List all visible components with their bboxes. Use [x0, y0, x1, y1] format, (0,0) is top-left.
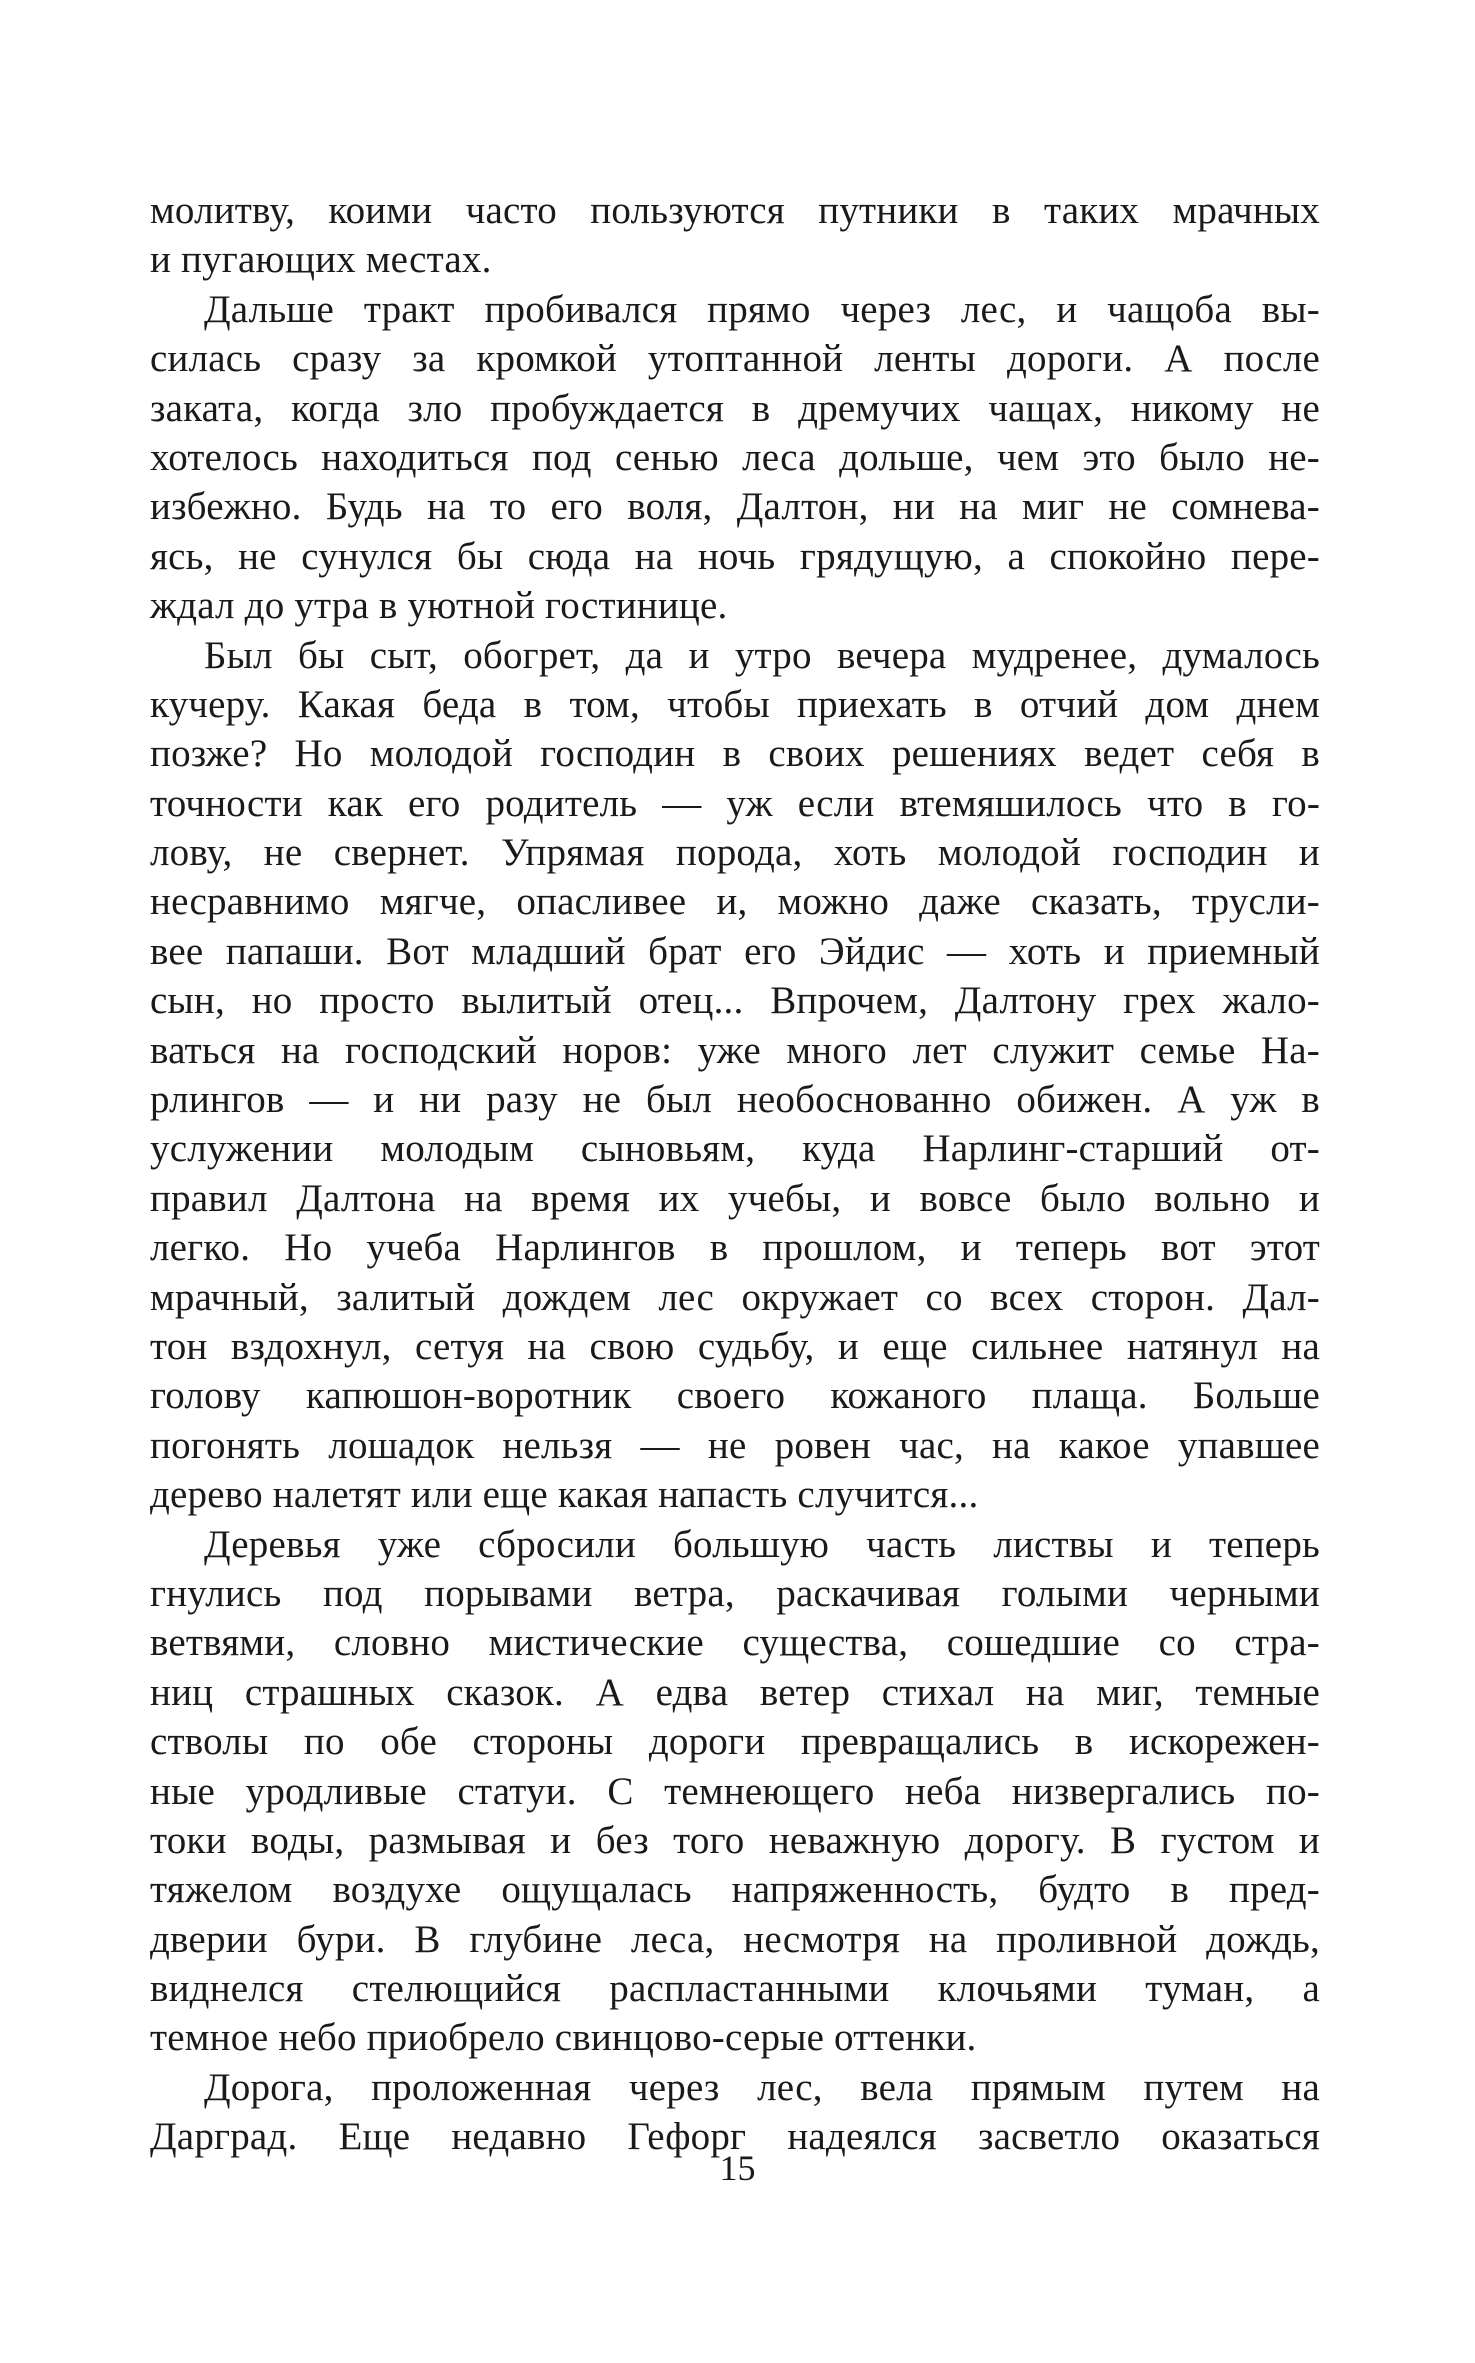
text-line: и пугающих местах. — [150, 238, 492, 282]
text-line: ветвями, словно мистические существа, сошедшие со стра- — [150, 1621, 1320, 1665]
text-line: голову капюшон-воротник своего кожаного плаща. Больше — [150, 1374, 1320, 1418]
text-line: ваться на господский норов: уже много лет служит семье На- — [150, 1028, 1320, 1072]
text-line: кучеру. Какая беда в том, чтобы приехать в отчий дом днем — [150, 682, 1320, 726]
text-line: легко. Но учеба Нарлингов в прошлом, и теперь вот этот — [150, 1226, 1320, 1270]
text-line: точности как его родитель — уж если втемяшилось что в го- — [150, 781, 1320, 825]
text-line: молитву, коими часто пользуются путники в таких мрачных — [150, 189, 1320, 232]
text-line: ждал до утра в уютной гостинице. — [150, 584, 728, 628]
text-line: ниц страшных сказок. А едва ветер стихал на миг, темные — [150, 1670, 1320, 1714]
text-line: ясь, не сунулся бы сюда на ночь грядущую, а спокойно пере- — [150, 534, 1320, 578]
text-line: силась сразу за кромкой утоптанной ленты дороги. А после — [150, 337, 1320, 381]
text-line: стволы по обе стороны дороги превращались в искорежен- — [150, 1720, 1320, 1764]
text-line: темное небо приобрело свинцово-серые оттенки. — [150, 2016, 977, 2060]
text-line: Деревья уже сбросили большую часть листвы и теперь — [204, 1522, 1320, 1566]
text-line: лову, не свернет. Упрямая порода, хоть молодой господин и — [150, 831, 1320, 875]
text-line: дверии бури. В глубине леса, несмотря на проливной дождь, — [150, 1917, 1320, 1961]
body-text — [150, 186, 1320, 2162]
text-line: правил Далтона на время их учебы, и вовсе было вольно и — [150, 1176, 1320, 1220]
text-line: рлингов — и ни разу не был необоснованно обижен. А уж в — [150, 1078, 1320, 1122]
text-line: Дорога, проложенная через лес, вела прямым путем на — [204, 2065, 1320, 2109]
text-line: тяжелом воздухе ощущалась напряженность, будто в пред- — [150, 1868, 1320, 1912]
text-line: гнулись под порывами ветра, раскачивая голыми черными — [150, 1571, 1320, 1615]
text-line: хотелось находиться под сенью леса дольше, чем это было не- — [150, 435, 1320, 479]
text-line: Был бы сыт, обогрет, да и утро вечера мудренее, думалось — [204, 633, 1320, 677]
text-line: сын, но просто вылитый отец... Впрочем, Далтону грех жало- — [150, 979, 1320, 1023]
text-line: дерево налетят или еще какая напасть случится... — [150, 1473, 979, 1517]
text-line: тон вздохнул, сетуя на свою судьбу, и еще сильнее натянул на — [150, 1324, 1320, 1368]
text-line: услужении молодым сыновьям, куда Нарлинг-старший от- — [150, 1127, 1320, 1171]
text-line: несравнимо мягче, опасливее и, можно даже сказать, трусли- — [150, 880, 1320, 924]
text-line: виднелся стелющийся распластанными клочьями туман, а — [150, 1967, 1320, 2011]
text-line: ные уродливые статуи. С темнеющего неба низвергались по- — [150, 1769, 1320, 1813]
page-number: 15 — [719, 2148, 756, 2188]
text-line: погонять лошадок нельзя — не ровен час, на какое упавшее — [150, 1423, 1320, 1467]
text-line: Дальше тракт пробивался прямо через лес, и чащоба вы- — [204, 287, 1320, 331]
text-line: мрачный, залитый дождем лес окружает со всех сторон. Дал- — [150, 1275, 1320, 1319]
text-line: Дарград. Еще недавно Гефорг надеялся засветло оказаться — [150, 2115, 1320, 2159]
text-line: заката, когда зло пробуждается в дремучих чащах, никому не — [150, 386, 1320, 430]
text-line: позже? Но молодой господин в своих решениях ведет себя в — [150, 732, 1320, 776]
text-line: избежно. Будь на то его воля, Далтон, ни на миг не сомнева- — [150, 485, 1320, 529]
text-line: вее папаши. Вот младший брат его Эйдис — хоть и приемный — [150, 929, 1320, 973]
text-line: токи воды, размывая и без того неважную дорогу. В густом и — [150, 1818, 1320, 1862]
